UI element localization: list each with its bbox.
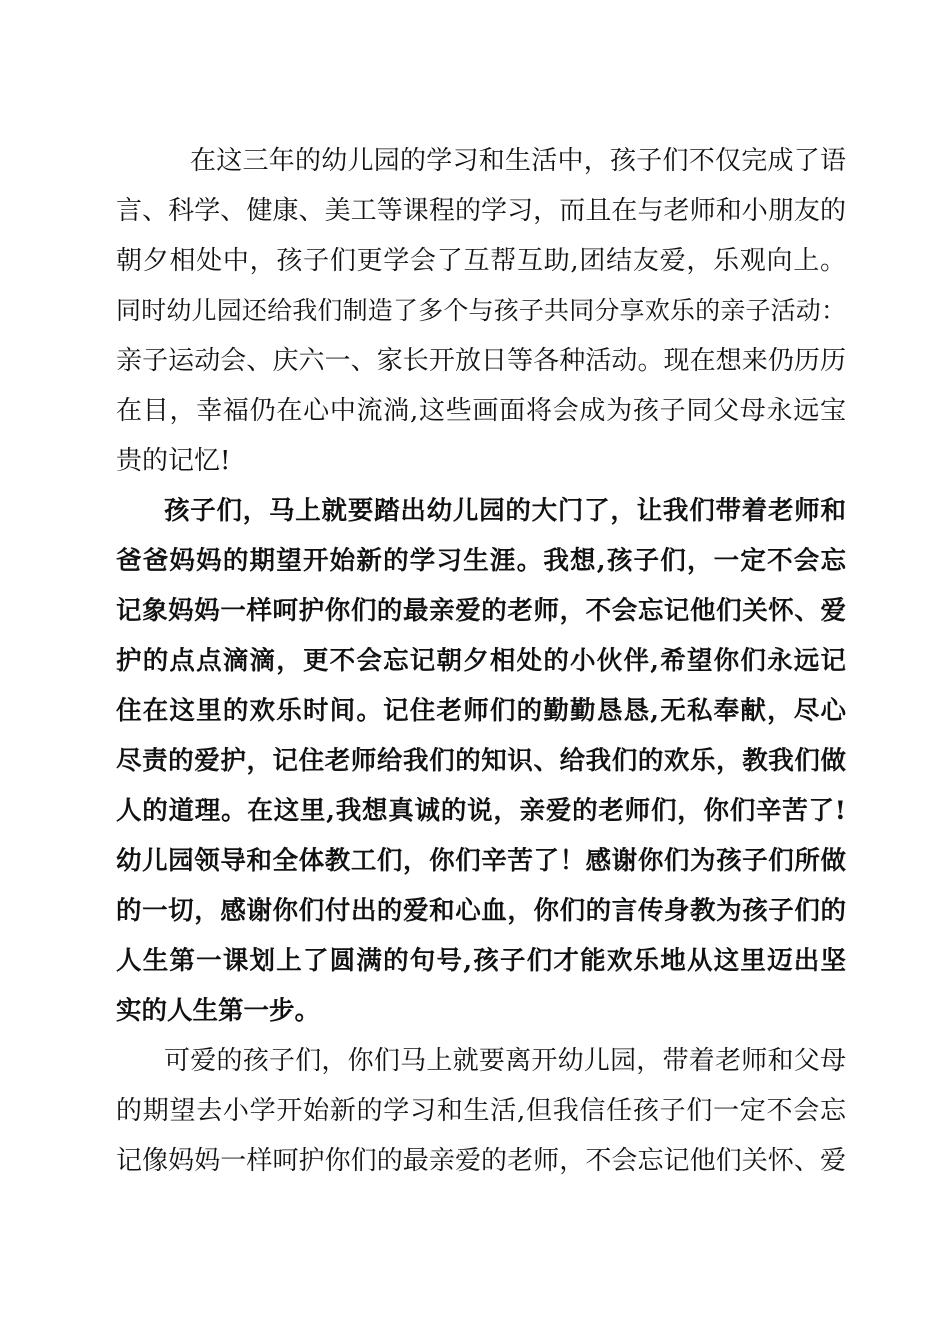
text-line: 亲子运动会、庆六一、家长开放日等各种活动。现在想来仍历历 bbox=[116, 346, 846, 376]
text-line: 记像妈妈一样呵护你们的最亲爱的老师，不会忘记他们关怀、爱 bbox=[116, 1146, 846, 1176]
text-line: 人的道理。在这里,我想真诚的说，亲爱的老师们，你们辛苦了! bbox=[116, 796, 846, 826]
text-line: 朝夕相处中，孩子们更学会了互帮互助,团结友爱，乐观向上。 bbox=[116, 246, 846, 276]
text-line: 的一切，感谢你们付出的爱和心血，你们的言传身教为孩子们的 bbox=[116, 896, 846, 926]
text-line: 实的人生第一步。 bbox=[116, 996, 321, 1026]
text-line: 孩子们，马上就要踏出幼儿园的大门了，让我们带着老师和 bbox=[164, 496, 846, 526]
text-line: 言、科学、健康、美工等课程的学习，而且在与老师和小朋友的 bbox=[116, 196, 846, 226]
text-line: 幼儿园领导和全体教工们，你们辛苦了！感谢你们为孩子们所做 bbox=[116, 846, 846, 876]
text-line: 记象妈妈一样呵护你们的最亲爱的老师，不会忘记他们关怀、爱 bbox=[116, 596, 846, 626]
text-line: 尽责的爱护，记住老师给我们的知识、给我们的欢乐，教我们做 bbox=[116, 746, 846, 776]
text-line: 在目，幸福仍在心中流淌,这些画面将会成为孩子同父母永远宝 bbox=[116, 396, 846, 426]
text-line: 同时幼儿园还给我们制造了多个与孩子共同分享欢乐的亲子活动： bbox=[116, 296, 846, 325]
text-line: 住在这里的欢乐时间。记住老师们的勤勤恳恳,无私奉献，尽心 bbox=[116, 696, 846, 726]
text-line: 贵的记忆! bbox=[116, 446, 231, 476]
paragraph-farewell-children bbox=[116, 1036, 846, 1186]
text-line: 爸爸妈妈的期望开始新的学习生涯。我想,孩子们，一定不会忘 bbox=[116, 546, 846, 576]
text-line: 可爱的孩子们，你们马上就要离开幼儿园，带着老师和父母 bbox=[164, 1046, 846, 1076]
text-line: 在这三年的幼儿园的学习和生活中，孩子们不仅完成了语 bbox=[190, 146, 846, 176]
paragraph-kindergarten-memories bbox=[116, 136, 846, 486]
text-line: 人生第一课划上了圆满的句号,孩子们才能欢乐地从这里迈出坚 bbox=[116, 946, 846, 976]
text-line: 的期望去小学开始新的学习和生活,但我信任孩子们一定不会忘 bbox=[116, 1096, 846, 1126]
paragraph-thanks-to-teachers bbox=[116, 486, 846, 1036]
text-line: 护的点点滴滴，更不会忘记朝夕相处的小伙伴,希望你们永远记 bbox=[116, 646, 846, 676]
